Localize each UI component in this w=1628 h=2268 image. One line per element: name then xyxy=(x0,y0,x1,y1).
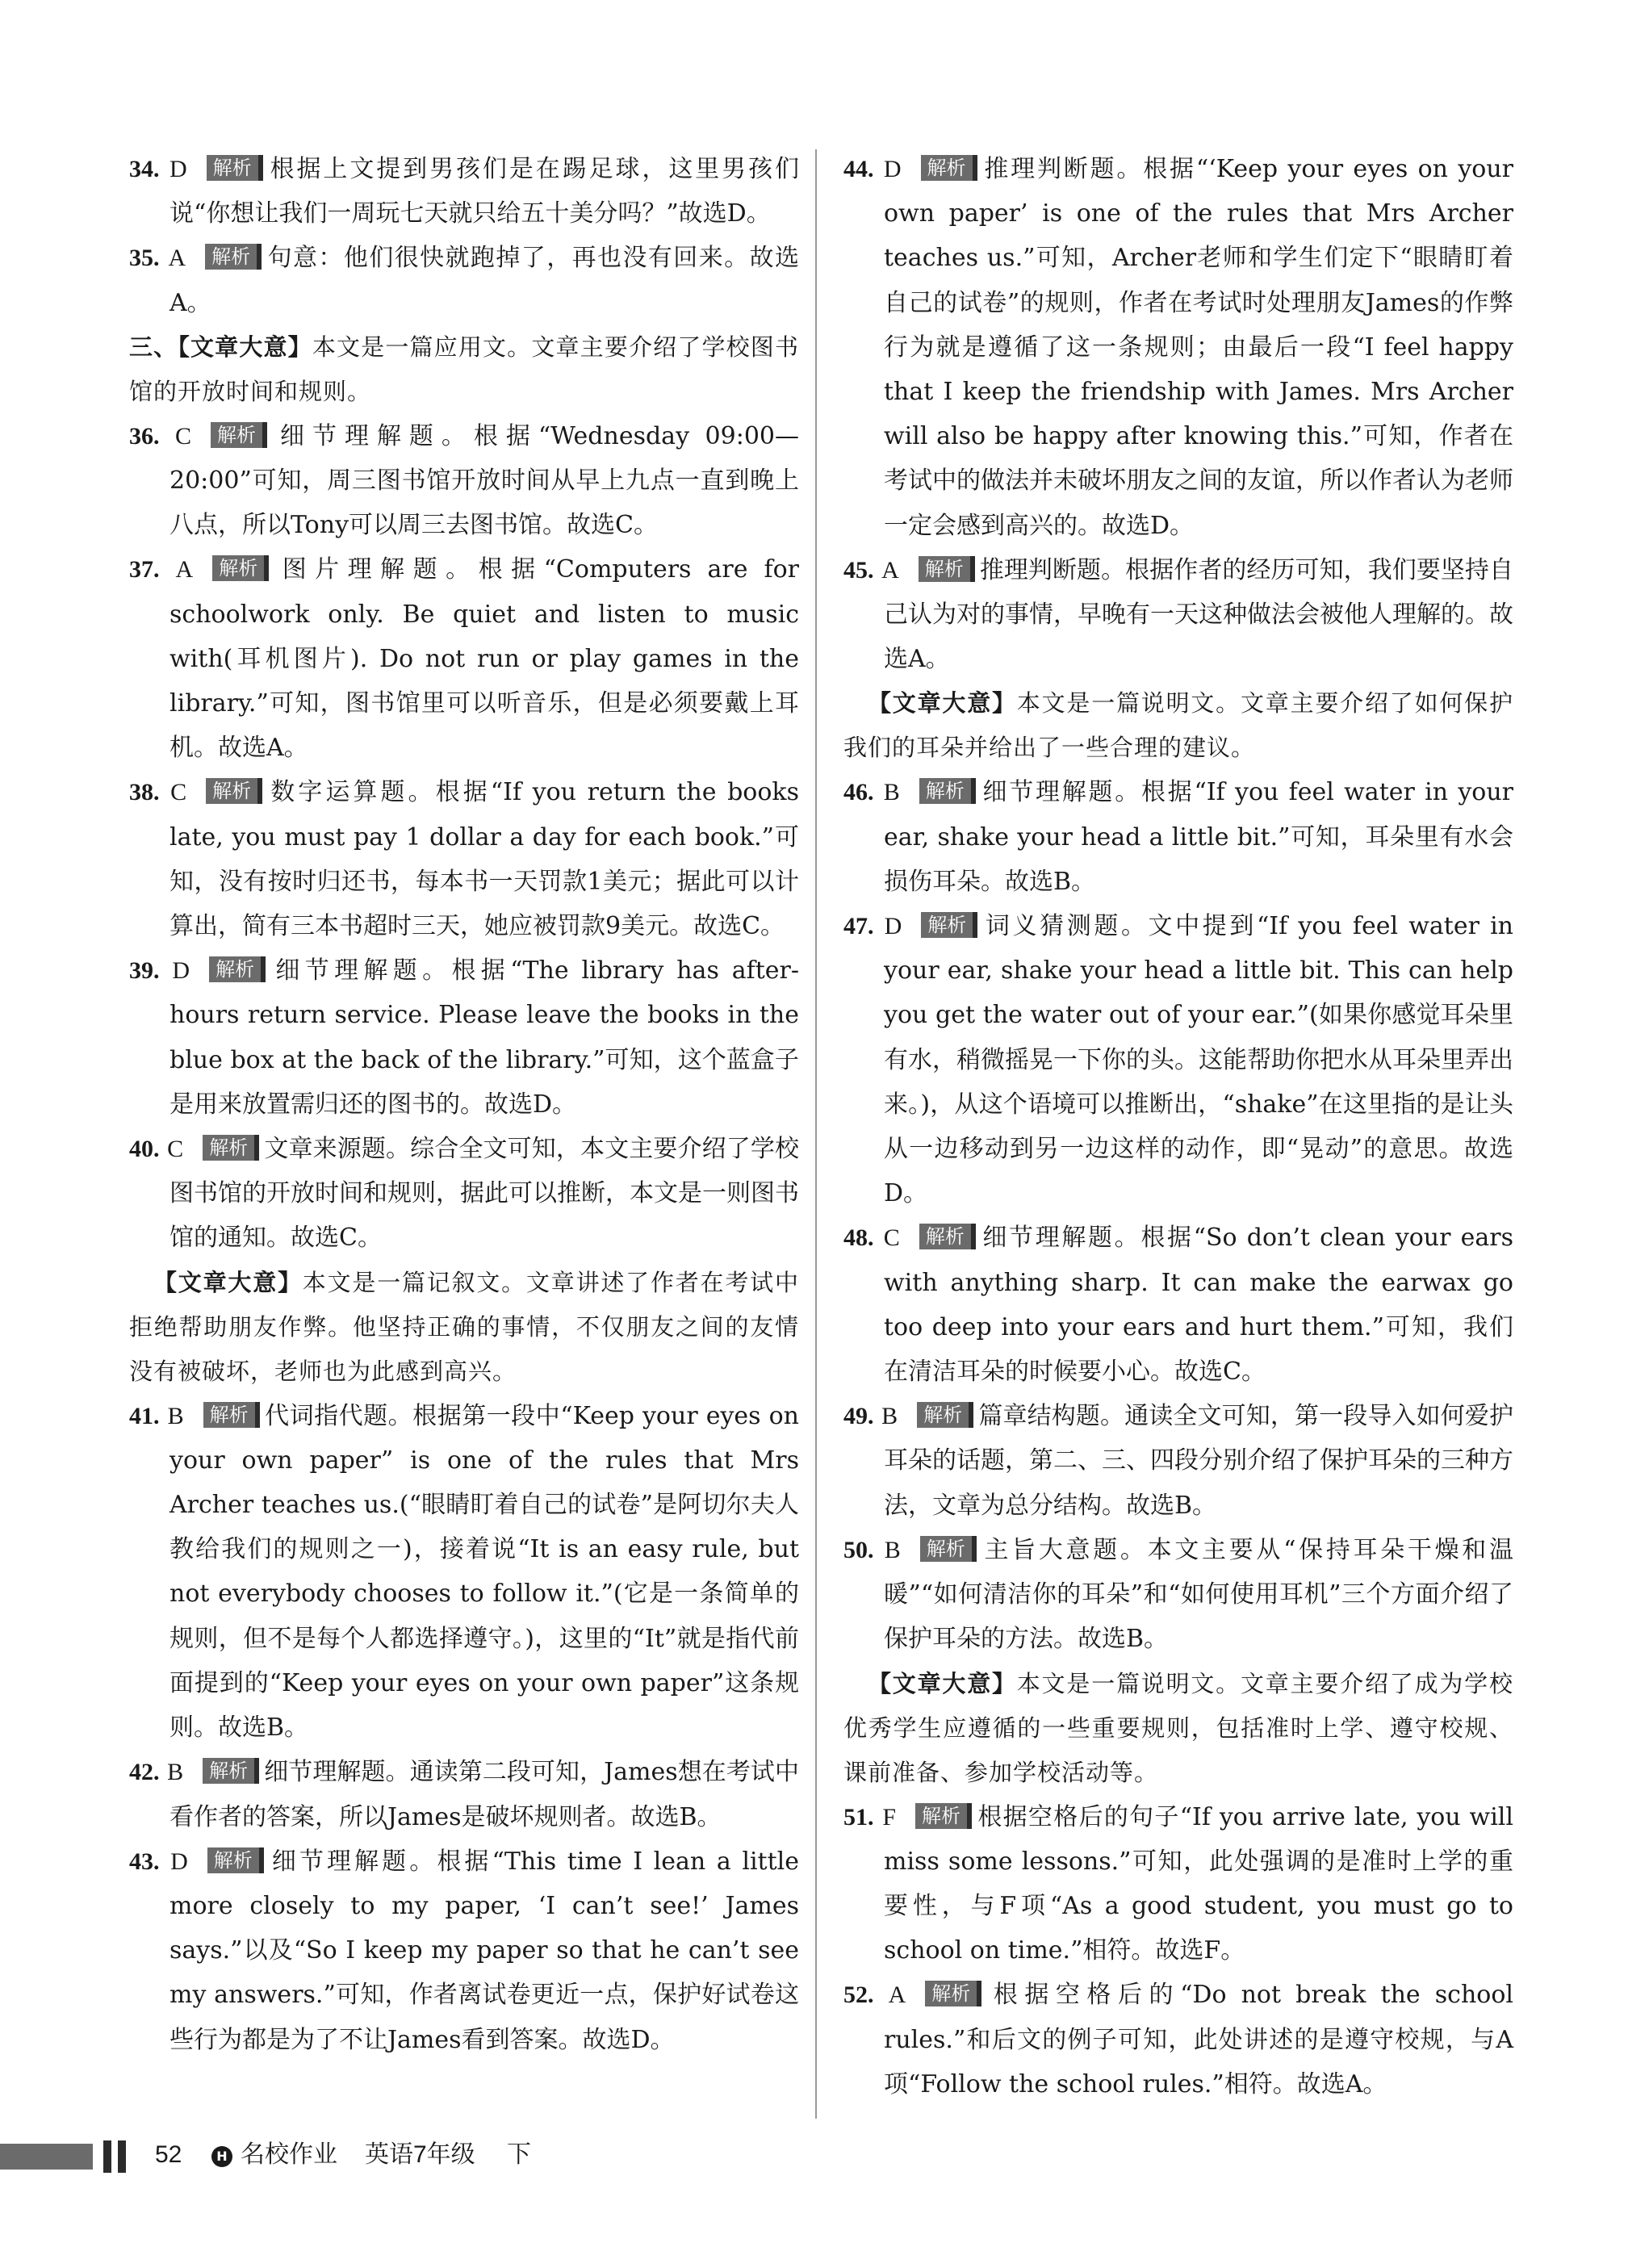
left-column xyxy=(129,147,799,2062)
analysis-tag: 解析 xyxy=(203,1758,259,1784)
analysis-tag: 解析 xyxy=(919,778,976,804)
analysis-tag: 解析 xyxy=(209,956,266,982)
page-footer xyxy=(0,2131,807,2179)
article-summary: 【文章大意】本文是一篇说明文。文章主要介绍了如何保护我们的耳朵并给出了一些合理的建议。 xyxy=(843,689,1513,762)
answer-49: 49. B 解析 篇章结构题。通读全文可知，第一段导入如何爱护耳朵的话题，第二、三、四段分别介绍了保护耳朵的三种方法，文章为总分结构。故选B。 xyxy=(843,1402,1513,1520)
analysis-tag: 解析 xyxy=(205,244,262,270)
article-summary: 【文章大意】本文是一篇说明文。文章主要介绍了成为学校优秀学生应遵循的一些重要规则，包括准时上学、遵守校规、课前准备、参加学校活动等。 xyxy=(843,1669,1513,1786)
analysis-tag: 解析 xyxy=(917,1402,973,1428)
answer-47: 47. D 解析 词义猜测题。文中提到“If you feel water in your ear, shake your head a little bit. This can help you get the water out of your ear.”(如果你感觉耳朵里有水，稍微摇晃一下你的头。这能帮助你把水从耳朵里弄出来。)，从这个语境可以推断出，“shake”在这里指的是让头从一边移动到另一边这样的动作，即“晃动”的意思。故选D。 xyxy=(843,912,1513,1208)
answer-39: 39. D 解析 细节理解题。根据“The library has after-hours return service. Please leave the books in the blue box at the back of the library.”可知，这个蓝盒子是用来放置需归还的图书的。故选D。 xyxy=(129,956,799,1119)
answer-35: 35. A 解析 句意：他们很快就跑掉了，再也没有回来。故选A。 xyxy=(129,244,799,317)
answer-42: 42. B 解析 细节理解题。通读第二段可知，James想在考试中看作者的答案，所以James是破坏规则者。故选B。 xyxy=(129,1758,799,1831)
analysis-tag: 解析 xyxy=(206,778,262,804)
analysis-tag: 解析 xyxy=(920,1536,977,1562)
answer-48: 48. C 解析 细节理解题。根据“So don’t clean your ears with anything sharp. It can make the earwax go too deep into your ears and hurt them.”可知，我们在清洁耳朵的时候要小心。故选C。 xyxy=(843,1224,1513,1387)
answer-41: 41. B 解析 代词指代题。根据第一段中“Keep your eyes on your own paper” is one of the rules that Mrs Archer teaches us.(“眼睛盯着自己的试卷”是阿切尔夫人教给我们的规则之一)，接着说“It is an easy rule, but not everybody chooses to follow it.”(它是一条简单的规则，但不是每个人都选择遵守。)，这里的“It”就是指代前面提到的“Keep your eyes on your own paper”这条规则。故选B。 xyxy=(129,1401,799,1743)
footer-stripe-decoration xyxy=(118,2140,126,2173)
answer-43: 43. D 解析 细节理解题。根据“This time I lean a little more closely to my paper, ‘I can’t see!’ James says.”以及“So I keep my paper so that he can’t see my answers.”可知，作者离试卷更近一点，保护好试卷这些行为都是为了不让James看到答案。故选D。 xyxy=(129,1847,799,2054)
analysis-tag: 解析 xyxy=(212,555,269,581)
answer-37: 37. A 解析 图片理解题。根据“Computers are for schoolwork only. Be quiet and listen to music with(耳机图片). Do not run or play games in the library.”可知，图书馆里可以听音乐，但是必须要戴上耳机。故选A。 xyxy=(129,555,799,763)
analysis-tag: 解析 xyxy=(919,556,975,582)
answer-34: 34. D 解析 根据上文提到男孩们是在踢足球，这里男孩们说“你想让我们一周玩七天就只给五十美分吗？”故选D。 xyxy=(129,155,800,228)
series-name: 名校作业 xyxy=(241,2141,337,2168)
column-divider xyxy=(815,149,817,2119)
analysis-tag: 解析 xyxy=(921,912,977,938)
answer-50: 50. B 解析 主旨大意题。本文主要从“保持耳朵干燥和温暖”“如何清洁你的耳朵”和“如何使用耳机”三个方面介绍了保护耳朵的方法。故选B。 xyxy=(843,1535,1513,1654)
analysis-tag: 解析 xyxy=(203,1402,260,1428)
answer-46: 46. B 解析 细节理解题。根据“If you feel water in your ear, shake your head a little bit.”可知，耳朵里有水会损伤耳朵。故选B。 xyxy=(843,778,1513,896)
answer-44: 44. D 解析 推理判断题。根据“‘Keep your eyes on your own paper’ is one of the rules that Mrs Archer teaches us.”可知，Archer老师和学生们定下“眼睛盯着自己的试卷”的规则，作者在考试时处理朋友James的作弊行为就是遵循了这一条规则；由最后一段“I feel happy that I keep the friendship with James. Mrs Archer will also be happy after knowing this.”可知，作者在考试中的做法并未破坏朋友之间的友谊，所以作者认为老师一定会感到高兴的。故选D。 xyxy=(843,155,1513,540)
analysis-tag: 解析 xyxy=(915,1803,972,1829)
footer-bar-decoration xyxy=(0,2144,93,2170)
answer-36: 36. C 解析 细节理解题。根据“Wednesday 09:00—20:00”可知，周三图书馆开放时间从早上九点一直到晚上八点，所以Tony可以周三去图书馆。故选C。 xyxy=(129,421,799,540)
publisher-logo-icon: H xyxy=(211,2146,232,2167)
footer-stripe-decoration xyxy=(103,2140,111,2173)
page-number: 52 xyxy=(155,2141,182,2168)
analysis-tag: 解析 xyxy=(211,422,267,448)
analysis-tag: 解析 xyxy=(207,1847,264,1873)
analysis-tag: 解析 xyxy=(925,1981,981,2006)
section-summary-3: 三、【文章大意】本文是一篇应用文。文章主要介绍了学校图书馆的开放时间和规则。 xyxy=(129,333,799,405)
answer-38: 38. C 解析 数字运算题。根据“If you return the books late, you must pay 1 dollar a day for each book.”可知，没有按时归还书，每本书一天罚款1美元；据此可以计算出，简有三本书超时三天，她应被罚款9美元。故选C。 xyxy=(129,778,799,941)
volume-label: 下 xyxy=(507,2141,531,2168)
analysis-tag: 解析 xyxy=(207,155,263,181)
analysis-tag: 解析 xyxy=(921,155,977,181)
analysis-tag: 解析 xyxy=(919,1224,976,1249)
answer-52: 52. A 解析 根据空格后的“Do not break the school rules.”和后文的例子可知，此处讲述的是遵守校规，与A项“Follow the school rules.”相符。故选A。 xyxy=(843,1981,1514,2099)
article-summary: 【文章大意】本文是一篇记叙文。文章讲述了作者在考试中拒绝帮助朋友作弊。他坚持正确的事情，不仅朋友之间的友情没有被破坏，老师也为此感到高兴。 xyxy=(129,1268,799,1385)
right-column xyxy=(843,147,1513,2107)
analysis-tag: 解析 xyxy=(203,1135,259,1161)
answer-40: 40. C 解析 文章来源题。综合全文可知，本文主要介绍了学校图书馆的开放时间和规则，据此可以推断，本文是一则图书馆的通知。故选C。 xyxy=(129,1135,799,1253)
answer-45: 45. A 解析 推理判断题。根据作者的经历可知，我们要坚持自己认为对的事情，早晚有一天这种做法会被他人理解的。故选A。 xyxy=(843,555,1513,674)
answer-51: 51. F 解析 根据空格后的句子“If you arrive late, you will miss some lessons.”可知，此处强调的是准时上学的重要性，与F项“As a good student, you must go to school on time.”相符。故选F。 xyxy=(843,1802,1513,1965)
subject-grade: 英语7年级 xyxy=(365,2141,475,2168)
